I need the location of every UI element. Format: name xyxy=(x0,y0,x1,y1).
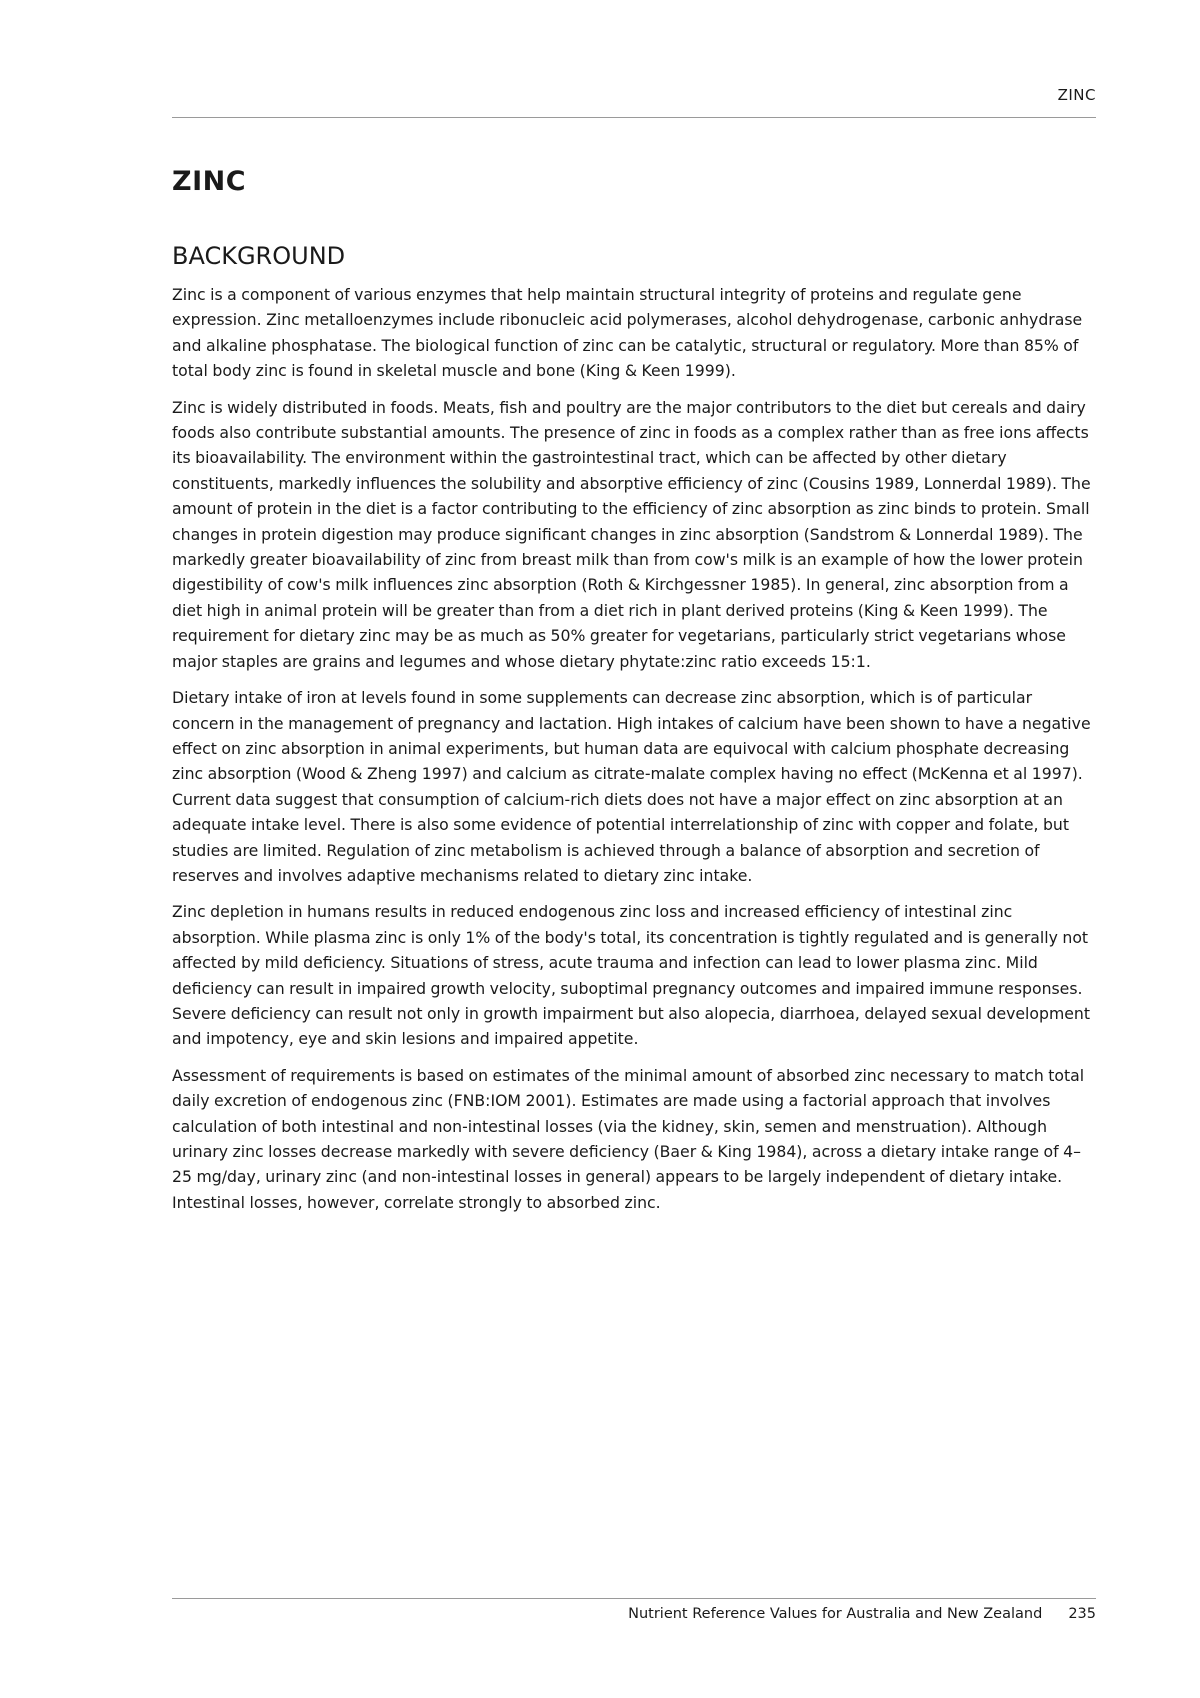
paragraph: Zinc is a component of various enzymes that help maintain structural integrity of proteins and regulate gene expression. Zinc metalloenzymes include ribonucleic acid polymerases, alcohol dehydrogenase, carbonic anhydrase and alkaline phosphatase. The biological function of zinc can be catalytic, structural or regulatory. More than 85% of total body zinc is found in skeletal muscle and bone (King & Keen 1999). xyxy=(172,285,1083,381)
footer-divider xyxy=(172,1598,1096,1599)
paragraph: Zinc is widely distributed in foods. Meats, fish and poultry are the major contributors to the diet but cereals and dairy foods also contribute substantial amounts. The presence of zinc in foods as a complex rather than as free ions affects its bioavailability. The environment within the gastrointestinal tract, which can be affected by other dietary constituents, markedly influences the solubility and absorptive efficiency of zinc (Cousins 1989, Lonnerdal 1989). The amount of protein in the diet is a factor contributing to the efficiency of zinc absorption as zinc binds to protein. Small changes in protein digestion may produce significant changes in zinc absorption (Sandstrom & Lonnerdal 1989). The markedly greater bioavailability of zinc from breast milk than from cow's milk is an example of how the lower protein digestibility of cow's milk influences zinc absorption (Roth & Kirchgessner 1985). In general, zinc absorption from a diet high in animal protein will be greater than from a diet rich in plant derived proteins (King & Keen 1999). The requirement for dietary zinc may be as much as 50% greater for vegetarians, particularly strict vegetarians whose major staples are grains and legumes and whose dietary phytate:zinc ratio exceeds 15:1. xyxy=(172,397,1091,671)
publication-title: Nutrient Reference Values for Australia and New Zealand xyxy=(628,1606,1043,1622)
footer xyxy=(628,1606,1096,1622)
body-text xyxy=(172,282,1096,1215)
page-number: 235 xyxy=(1068,1606,1096,1622)
header-divider xyxy=(172,117,1096,118)
running-head: ZINC xyxy=(1057,86,1096,104)
paragraph: Dietary intake of iron at levels found in some supplements can decrease zinc absorption, which is of particular concern in the management of pregnancy and lactation. High intakes of calcium have been shown to have a negative effect on zinc absorption in animal experiments, but human data are equivocal with calcium phosphate decreasing zinc absorption (Wood & Zheng 1997) and calcium as citrate-malate complex having no effect (McKenna et al 1997). Current data suggest that consumption of calcium-rich diets does not have a major effect on zinc absorption at an adequate intake level. There is also some evidence of potential interrelationship of zinc with copper and folate, but studies are limited. Regulation of zinc metabolism is achieved through a balance of absorption and secretion of reserves and involves adaptive mechanisms related to dietary zinc intake. xyxy=(172,688,1091,885)
main-content xyxy=(172,162,1096,1226)
chapter-title: ZINC xyxy=(172,166,247,197)
section-heading: BACKGROUND xyxy=(172,242,346,270)
paragraph: Zinc depletion in humans results in reduced endogenous zinc loss and increased efficiency of intestinal zinc absorption. While plasma zinc is only 1% of the body's total, its concentration is tightly regulated and is generally not affected by mild deficiency. Situations of stress, acute trauma and infection can lead to lower plasma zinc. Mild deficiency can result in impaired growth velocity, suboptimal pregnancy outcomes and impaired immune responses. Severe deficiency can result not only in growth impairment but also alopecia, diarrhoea, delayed sexual development and impotency, eye and skin lesions and impaired appetite. xyxy=(172,902,1090,1049)
paragraph: Assessment of requirements is based on estimates of the minimal amount of absorbed zinc necessary to match total daily excretion of endogenous zinc (FNB:IOM 2001). Estimates are made using a factorial approach that involves calculation of both intestinal and non-intestinal losses (via the kidney, skin, semen and menstruation). Although urinary zinc losses decrease markedly with severe deficiency (Baer & King 1984), across a dietary intake range of 4–25 mg/day, urinary zinc (and non-intestinal losses in general) appears to be largely independent of dietary intake. Intestinal losses, however, correlate strongly to absorbed zinc. xyxy=(172,1065,1085,1212)
